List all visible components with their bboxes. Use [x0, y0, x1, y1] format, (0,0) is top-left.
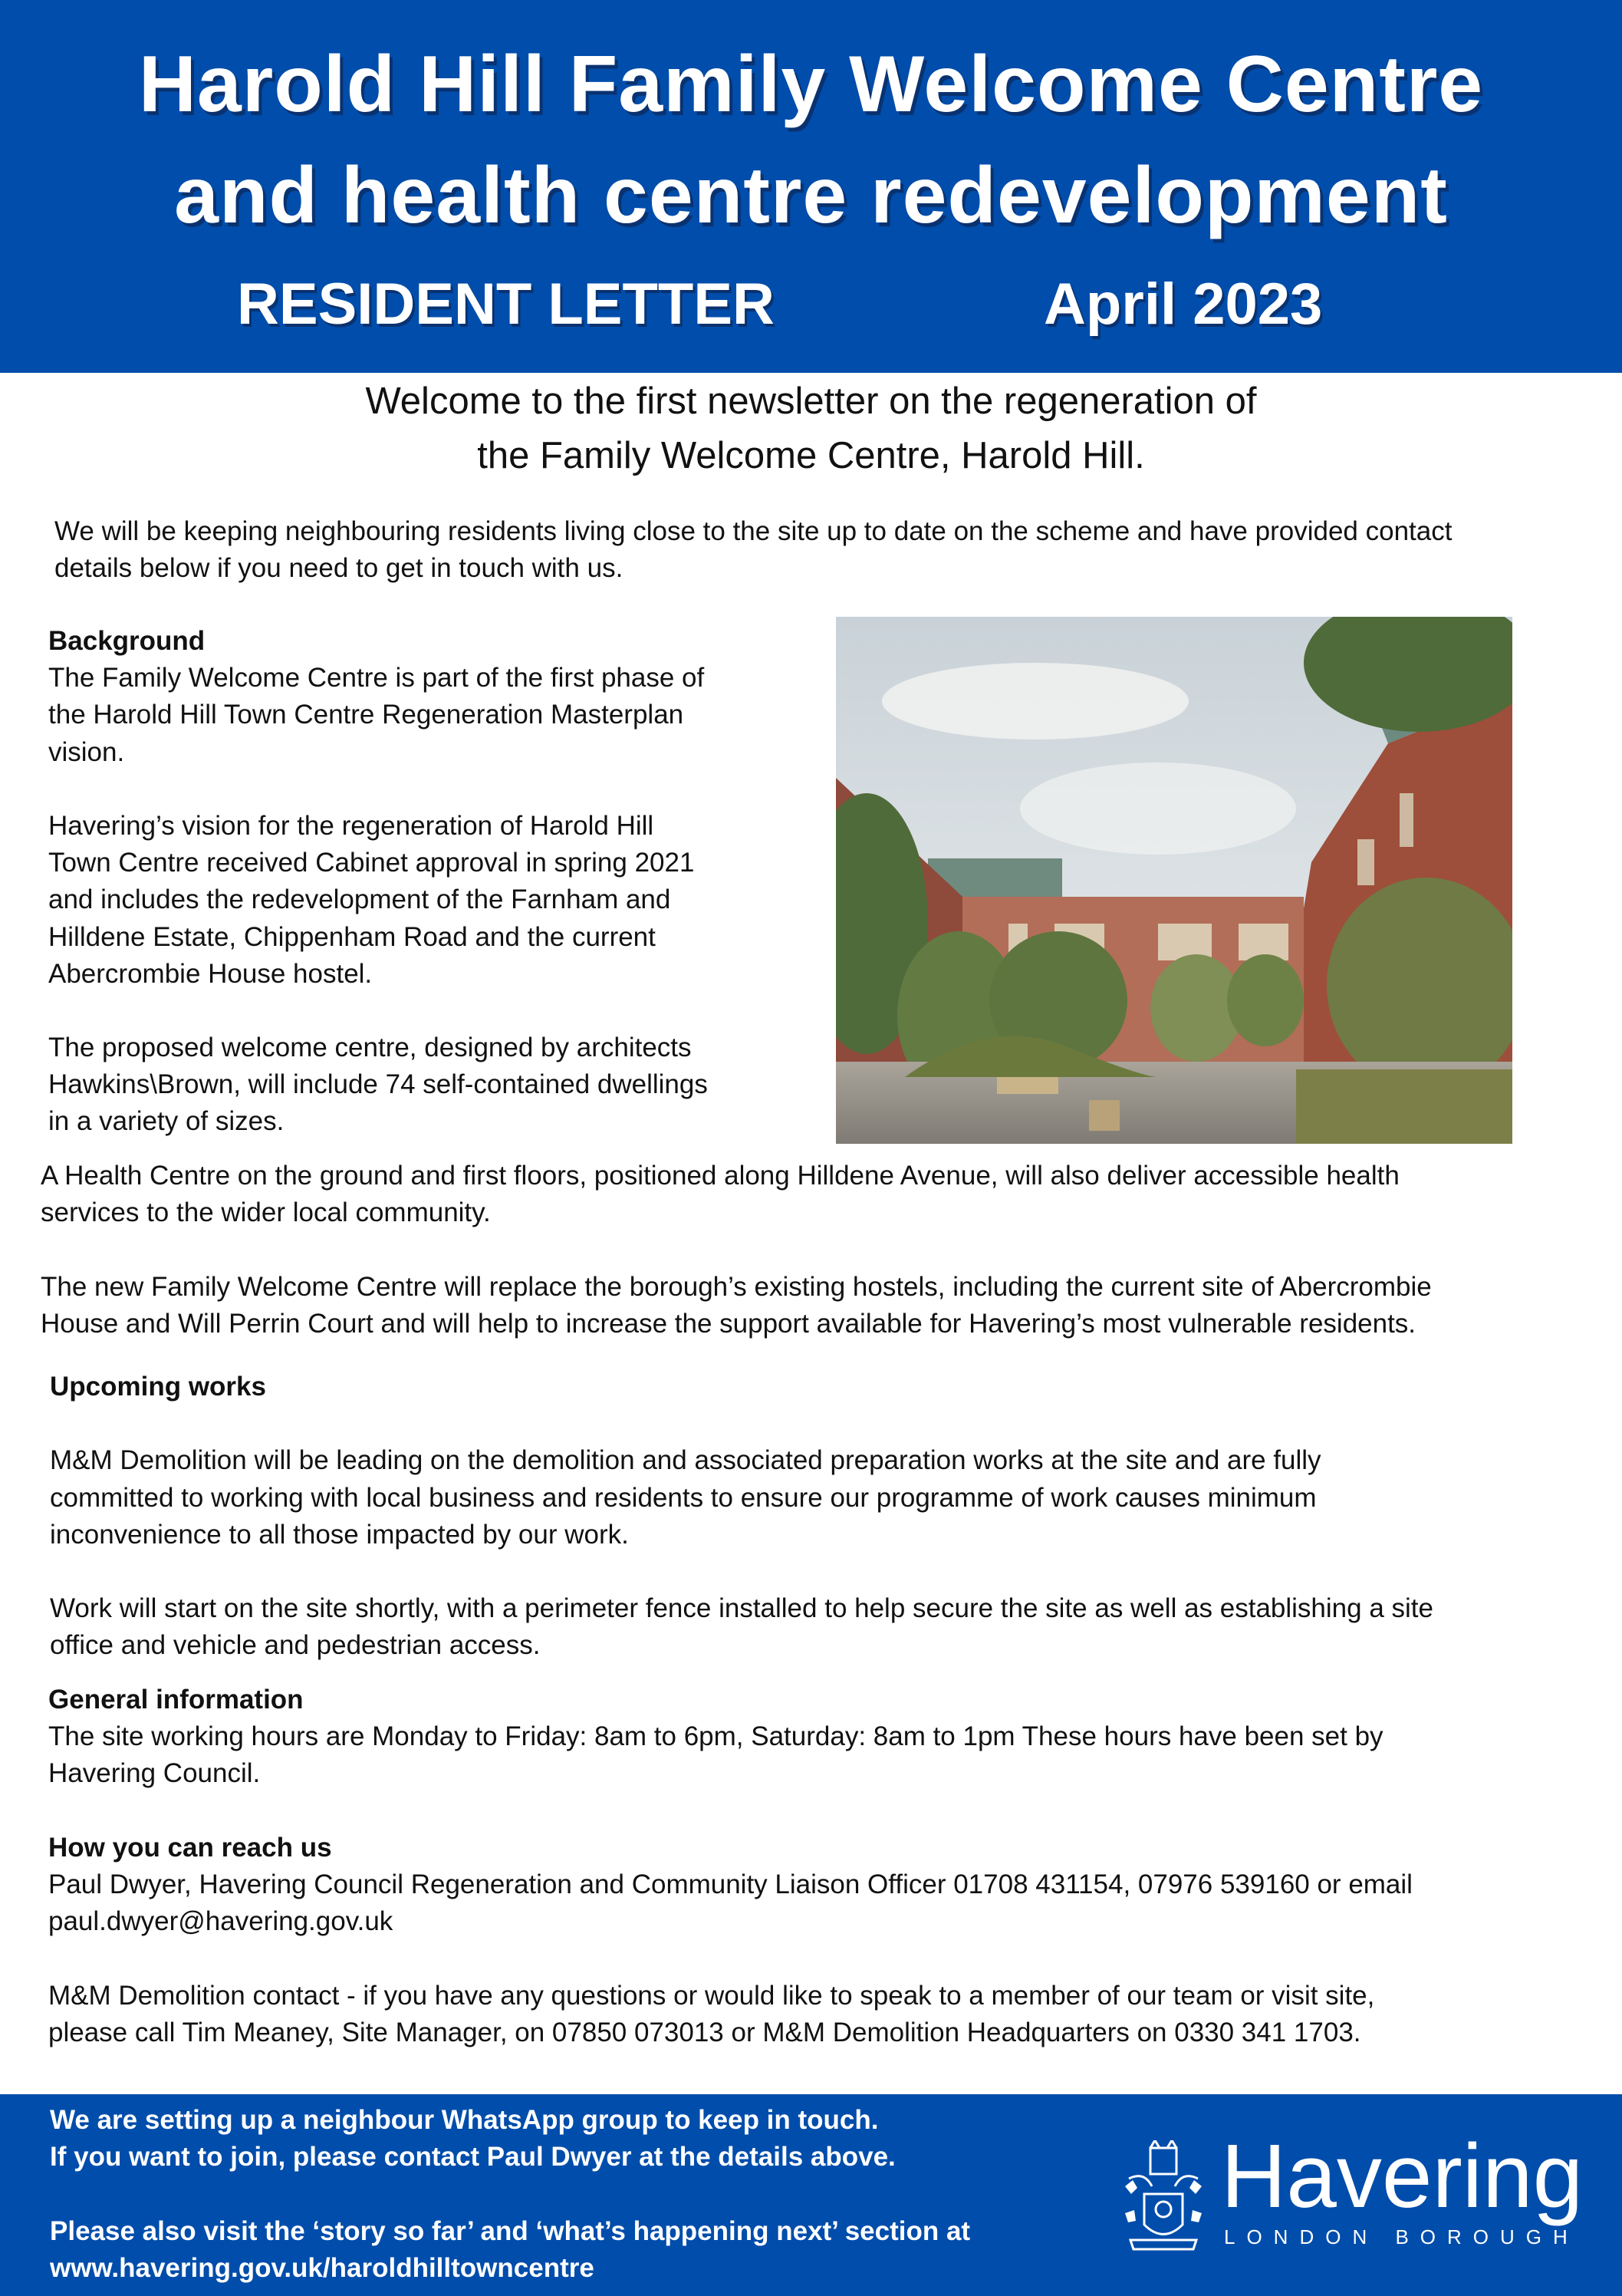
- text-line: [48, 993, 708, 1029]
- text-line: Town Centre received Cabinet approval in spring 2021: [48, 848, 695, 878]
- text-line: details below if you need to get in touch with us.: [54, 553, 623, 584]
- site-rendering-image: [836, 617, 1512, 1144]
- footer-banner: [0, 2094, 1622, 2296]
- text-line: [41, 1231, 1432, 1268]
- text-line: M&M Demolition contact - if you have any questions or would like to speak to a member of our team or visit site,: [48, 1980, 1375, 2011]
- text-line: Abercrombie House hostel.: [48, 958, 373, 989]
- text-line: [48, 771, 708, 808]
- text-line: We are setting up a neighbour WhatsApp group to keep in touch.: [50, 2105, 879, 2135]
- text-line: A Health Centre on the ground and first floors, positioned along Hilldene Avenue, will also deliver accessible health: [41, 1161, 1400, 1191]
- text-line: House and Will Perrin Court and will help to increase the support available for Havering’s most vulnerable residents.: [41, 1308, 1416, 1339]
- section-heading: Upcoming works: [50, 1372, 266, 1402]
- text-line: the Harold Hill Town Centre Regeneration Masterplan: [48, 700, 684, 730]
- borough-crest-icon: [1121, 2140, 1206, 2255]
- text-line: inconvenience to all those impacted by our work.: [50, 1519, 629, 1550]
- text-line: Havering Council.: [48, 1758, 261, 1789]
- upcoming-works-section: [50, 1369, 1433, 1665]
- welcome-heading: [0, 374, 1622, 483]
- text-line: [48, 1793, 1413, 1830]
- section-heading: Background: [48, 626, 206, 656]
- text-line: www.havering.gov.uk/haroldhilltowncentre: [50, 2252, 594, 2283]
- text-line: The site working hours are Monday to Friday: 8am to 6pm, Saturday: 8am to 1pm These hours have been set by: [48, 1721, 1383, 1752]
- text-line: services to the wider local community.: [41, 1197, 491, 1228]
- section-heading: General information: [48, 1685, 304, 1715]
- text-line: [50, 2176, 970, 2212]
- welcome-line: Welcome to the first newsletter on the regeneration of: [365, 380, 1257, 422]
- text-line: We will be keeping neighbouring residents living close to the site up to date on the scheme and have provided contact: [54, 516, 1453, 546]
- general-information-section: [48, 1682, 1413, 2051]
- text-line: office and vehicle and pedestrian access.: [50, 1630, 541, 1661]
- text-line: Hilldene Estate, Chippenham Road and the current: [48, 921, 656, 952]
- health-centre-section: [41, 1158, 1432, 1342]
- page-title-line-2: and health centre redevelopment: [174, 151, 1448, 240]
- text-line: [50, 1553, 1433, 1590]
- footer-message: [50, 2102, 970, 2287]
- welcome-line: the Family Welcome Centre, Harold Hill.: [477, 435, 1145, 476]
- intro-paragraph: [54, 513, 1452, 587]
- text-line: vision.: [48, 736, 125, 767]
- text-line: The proposed welcome centre, designed by architects: [48, 1033, 692, 1063]
- text-line: please call Tim Meaney, Site Manager, on 07850 073013 or M&M Demolition Headquarters on 0330 341 1703.: [48, 2017, 1361, 2047]
- text-line: in a variety of sizes.: [48, 1106, 285, 1137]
- text-line: [48, 1940, 1413, 1977]
- text-line: The Family Welcome Centre is part of the first phase of: [48, 663, 705, 693]
- text-line: paul.dwyer@havering.gov.uk: [48, 1906, 393, 1937]
- document-type: RESIDENT LETTER: [237, 272, 775, 337]
- logo-wordmark: Havering: [1221, 2126, 1584, 2227]
- text-line: Work will start on the site shortly, with a perimeter fence installed to help secure the site as well as establishing a site: [50, 1593, 1433, 1624]
- logo-tagline: LONDON BOROUGH: [1224, 2225, 1579, 2248]
- text-line: committed to working with local business and residents to ensure our programme of work causes minimum: [50, 1482, 1317, 1513]
- header-banner: [0, 0, 1622, 373]
- page-title-line-1: Harold Hill Family Welcome Centre: [138, 40, 1484, 129]
- text-line: M&M Demolition will be leading on the demolition and associated preparation works at the site and are fully: [50, 1445, 1321, 1476]
- text-line: Please also visit the ‘story so far’ and ‘what’s happening next’ section at: [50, 2215, 971, 2246]
- text-line: Havering’s vision for the regeneration of Harold Hill: [48, 810, 654, 841]
- background-section: [48, 623, 708, 1141]
- text-line: and includes the redevelopment of the Farnham and: [48, 884, 671, 915]
- document-date: April 2023: [1044, 272, 1323, 337]
- text-line: The new Family Welcome Centre will replace the borough’s existing hostels, including the current site of Abercrombie: [41, 1271, 1432, 1302]
- text-line: Paul Dwyer, Havering Council Regeneration and Community Liaison Officer 01708 431154, 07976 539160 or email: [48, 1869, 1413, 1899]
- text-line: Hawkins\Brown, will include 74 self-contained dwellings: [48, 1069, 708, 1100]
- text-line: If you want to join, please contact Paul Dwyer at the details above.: [50, 2142, 896, 2172]
- section-heading: How you can reach us: [48, 1832, 332, 1863]
- text-line: [50, 1405, 1433, 1442]
- havering-logo: [1121, 2126, 1597, 2263]
